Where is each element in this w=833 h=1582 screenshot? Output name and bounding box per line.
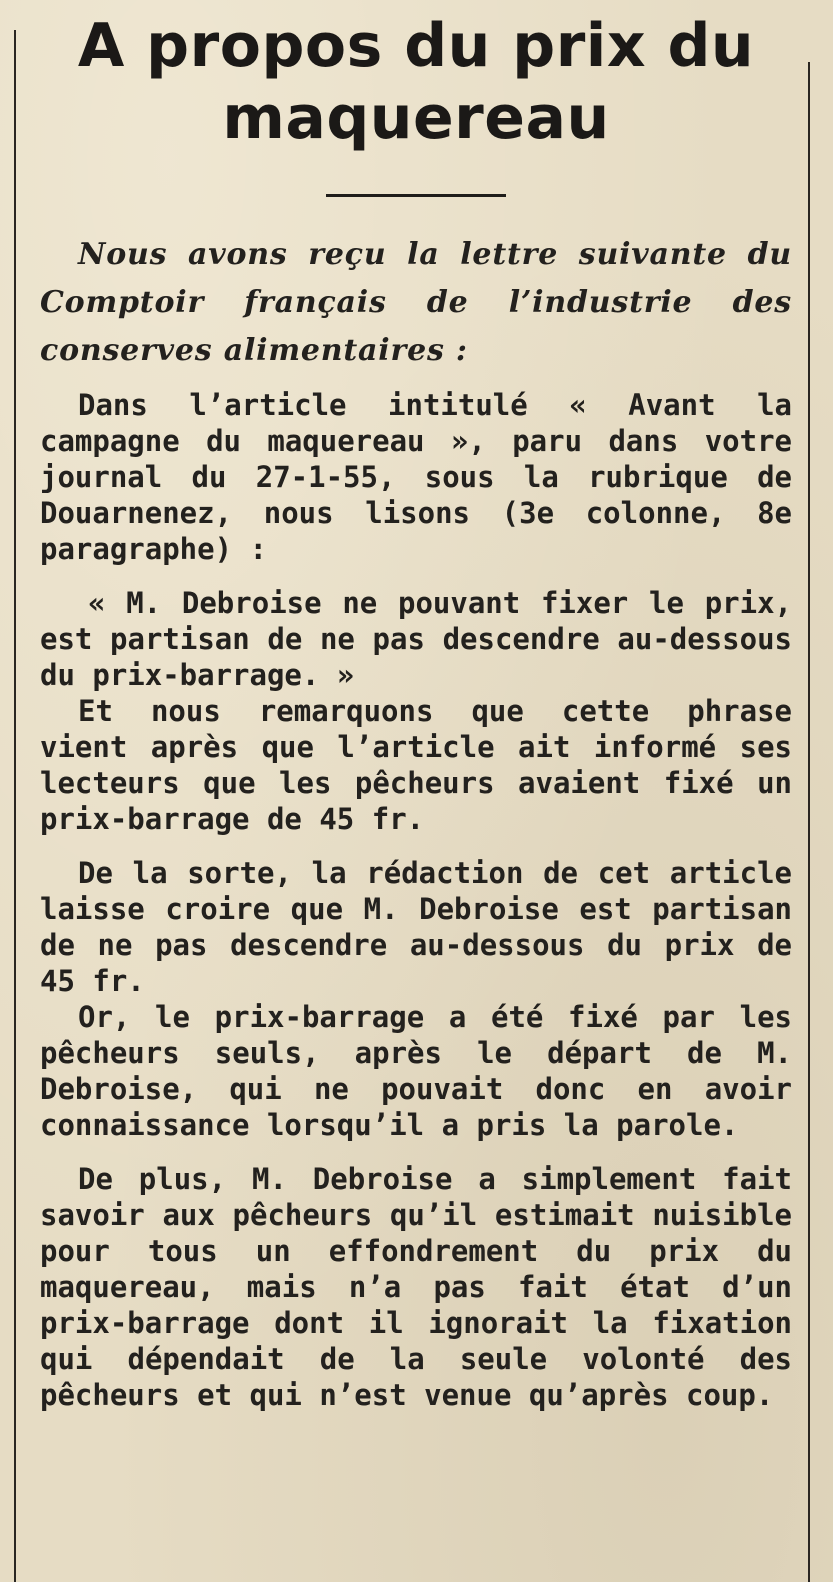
headline: A propos du prix du maquereau (77, 11, 755, 153)
letter-body (40, 387, 792, 1413)
body-paragraph: Or, le prix-barrage a été fixé par les pêcheurs seuls, après le départ de M. Debroise, qui ne pouvait donc en avoir connaissance lorsqu’il a pris la parole. (40, 1000, 792, 1142)
body-paragraph: De la sorte, la rédaction de cet article laisse croire que M. Debroise est partisan de ne pas descendre au-dessous du prix de 45 fr. (40, 856, 792, 998)
quoted-paragraph: « M. Debroise ne pouvant fixer le prix, est partisan de ne pas descendre au-dessous du prix-barrage. » (40, 586, 792, 692)
body-paragraph: De plus, M. Debroise a simplement fait savoir aux pêcheurs qu’il estimait nuisible pour tous un effondrement du prix du maquereau, mais n’a pas fait état d’un prix-barrage dont il ignorait la fixation qui dépendait de la seule volonté des pêcheurs et qui n’est venue qu’après coup. (40, 1162, 792, 1412)
body-paragraph: Et nous remarquons que cette phrase vient après que l’article ait informé ses lecteurs que les pêcheurs avaient fixé un prix-barrage de 45 fr. (40, 694, 792, 836)
column-rule-right (808, 62, 810, 1582)
intro-paragraph: Nous avons reçu la lettre suivante du Comptoir français de l’industrie des conserves alimentaires : (40, 237, 792, 368)
headline-divider (326, 194, 506, 197)
body-paragraph: Dans l’article intitulé « Avant la campagne du maquereau », paru dans votre journal du 27-1-55, sous la rubrique de Douarnenez, nous lisons (3e colonne, 8e paragraphe) : (40, 388, 792, 566)
article (40, 0, 792, 1413)
column-rule-left (14, 30, 16, 1582)
